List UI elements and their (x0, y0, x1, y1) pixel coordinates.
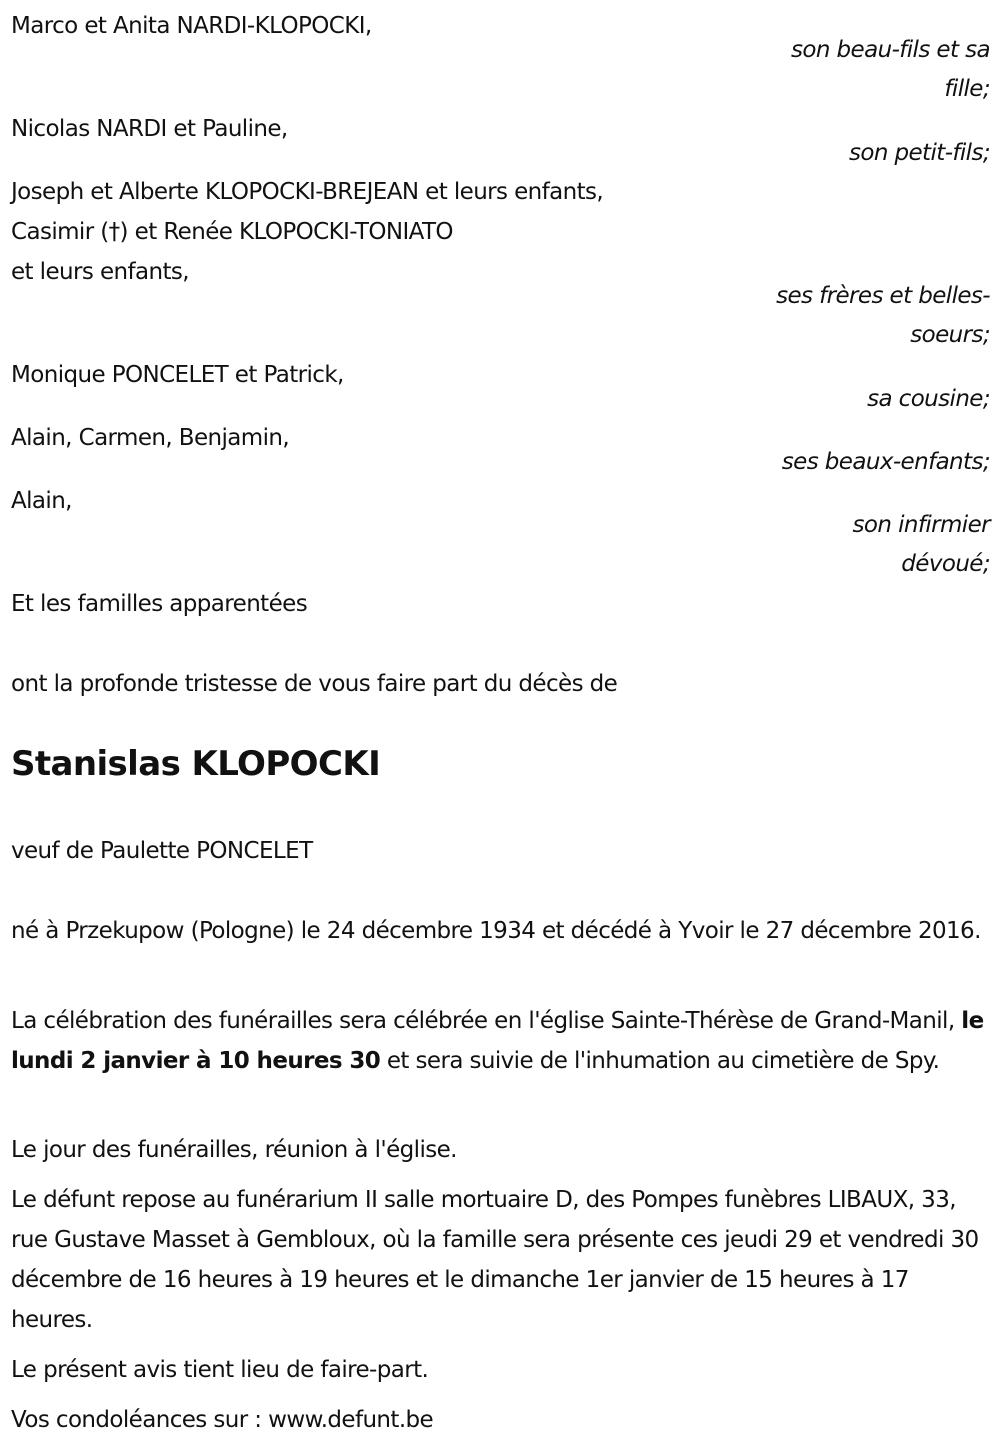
condolences-paragraph (11, 1400, 996, 1440)
family-names: Alain, (11, 488, 72, 514)
family-relation: son infirmier (852, 512, 990, 538)
family-names: Casimir (†) et Renée KLOPOCKI-TONIATO (11, 219, 453, 245)
family-relation: soeurs; (910, 322, 990, 348)
ceremony-text: et sera suivie de l'inhumation au cimetière de Spy. (380, 1048, 940, 1074)
condolences-link[interactable]: www.defunt.be (268, 1407, 434, 1433)
deceased-name: Stanislas KLOPOCKI (11, 744, 381, 784)
family-names: Monique PONCELET et Patrick, (11, 362, 344, 388)
visitation-paragraph: Le défunt repose au funérarium II salle mortuaire D, des Pompes funèbres LIBAUX, 33, rue Gustave Masset à Gembloux, où la famille sera présente ces jeudi 29 et vendredi 30 décembre de 16 heures à 19 heures et le dimanche 1er janvier de 15 heures à 17 heures. (11, 1187, 979, 1333)
meeting-paragraph: Le jour des funérailles, réunion à l'église. (11, 1137, 457, 1163)
family-relation: sa cousine; (867, 386, 990, 412)
announcement: ont la profonde tristesse de vous faire part du décès de (11, 671, 618, 697)
family-relation: ses frères et belles- (776, 283, 990, 309)
ceremony-paragraph (11, 1001, 996, 1081)
closing-family: Et les familles apparentées (11, 591, 308, 617)
family-names: Marco et Anita NARDI-KLOPOCKI, (11, 13, 372, 39)
widower-of: veuf de Paulette PONCELET (11, 838, 313, 864)
family-relation: son petit-fils; (848, 140, 990, 166)
condolences-text: Vos condoléances sur : (11, 1407, 269, 1433)
birth-death-paragraph: né à Przekupow (Pologne) le 24 décembre 1934 et décédé à Yvoir le 27 décembre 2016. (11, 918, 981, 944)
ceremony-text: La célébration des funérailles sera célébrée en l'église Sainte-Thérèse de Grand-Manil, (11, 1008, 962, 1034)
family-names: Alain, Carmen, Benjamin, (11, 425, 290, 451)
family-names: et leurs enfants, (11, 259, 189, 285)
family-relation: dévoué; (901, 551, 990, 577)
ceremony-date: le lundi 2 janvier à 10 heures 30 (11, 1008, 984, 1074)
family-relation: fille; (944, 76, 990, 102)
family-names: Joseph et Alberte KLOPOCKI-BREJEAN et leurs enfants, (11, 179, 604, 205)
family-relation: son beau-fils et sa (791, 37, 990, 63)
family-relation: ses beaux-enfants; (781, 449, 990, 475)
family-names: Nicolas NARDI et Pauline, (11, 116, 288, 142)
notice-paragraph: Le présent avis tient lieu de faire-part. (11, 1357, 429, 1383)
